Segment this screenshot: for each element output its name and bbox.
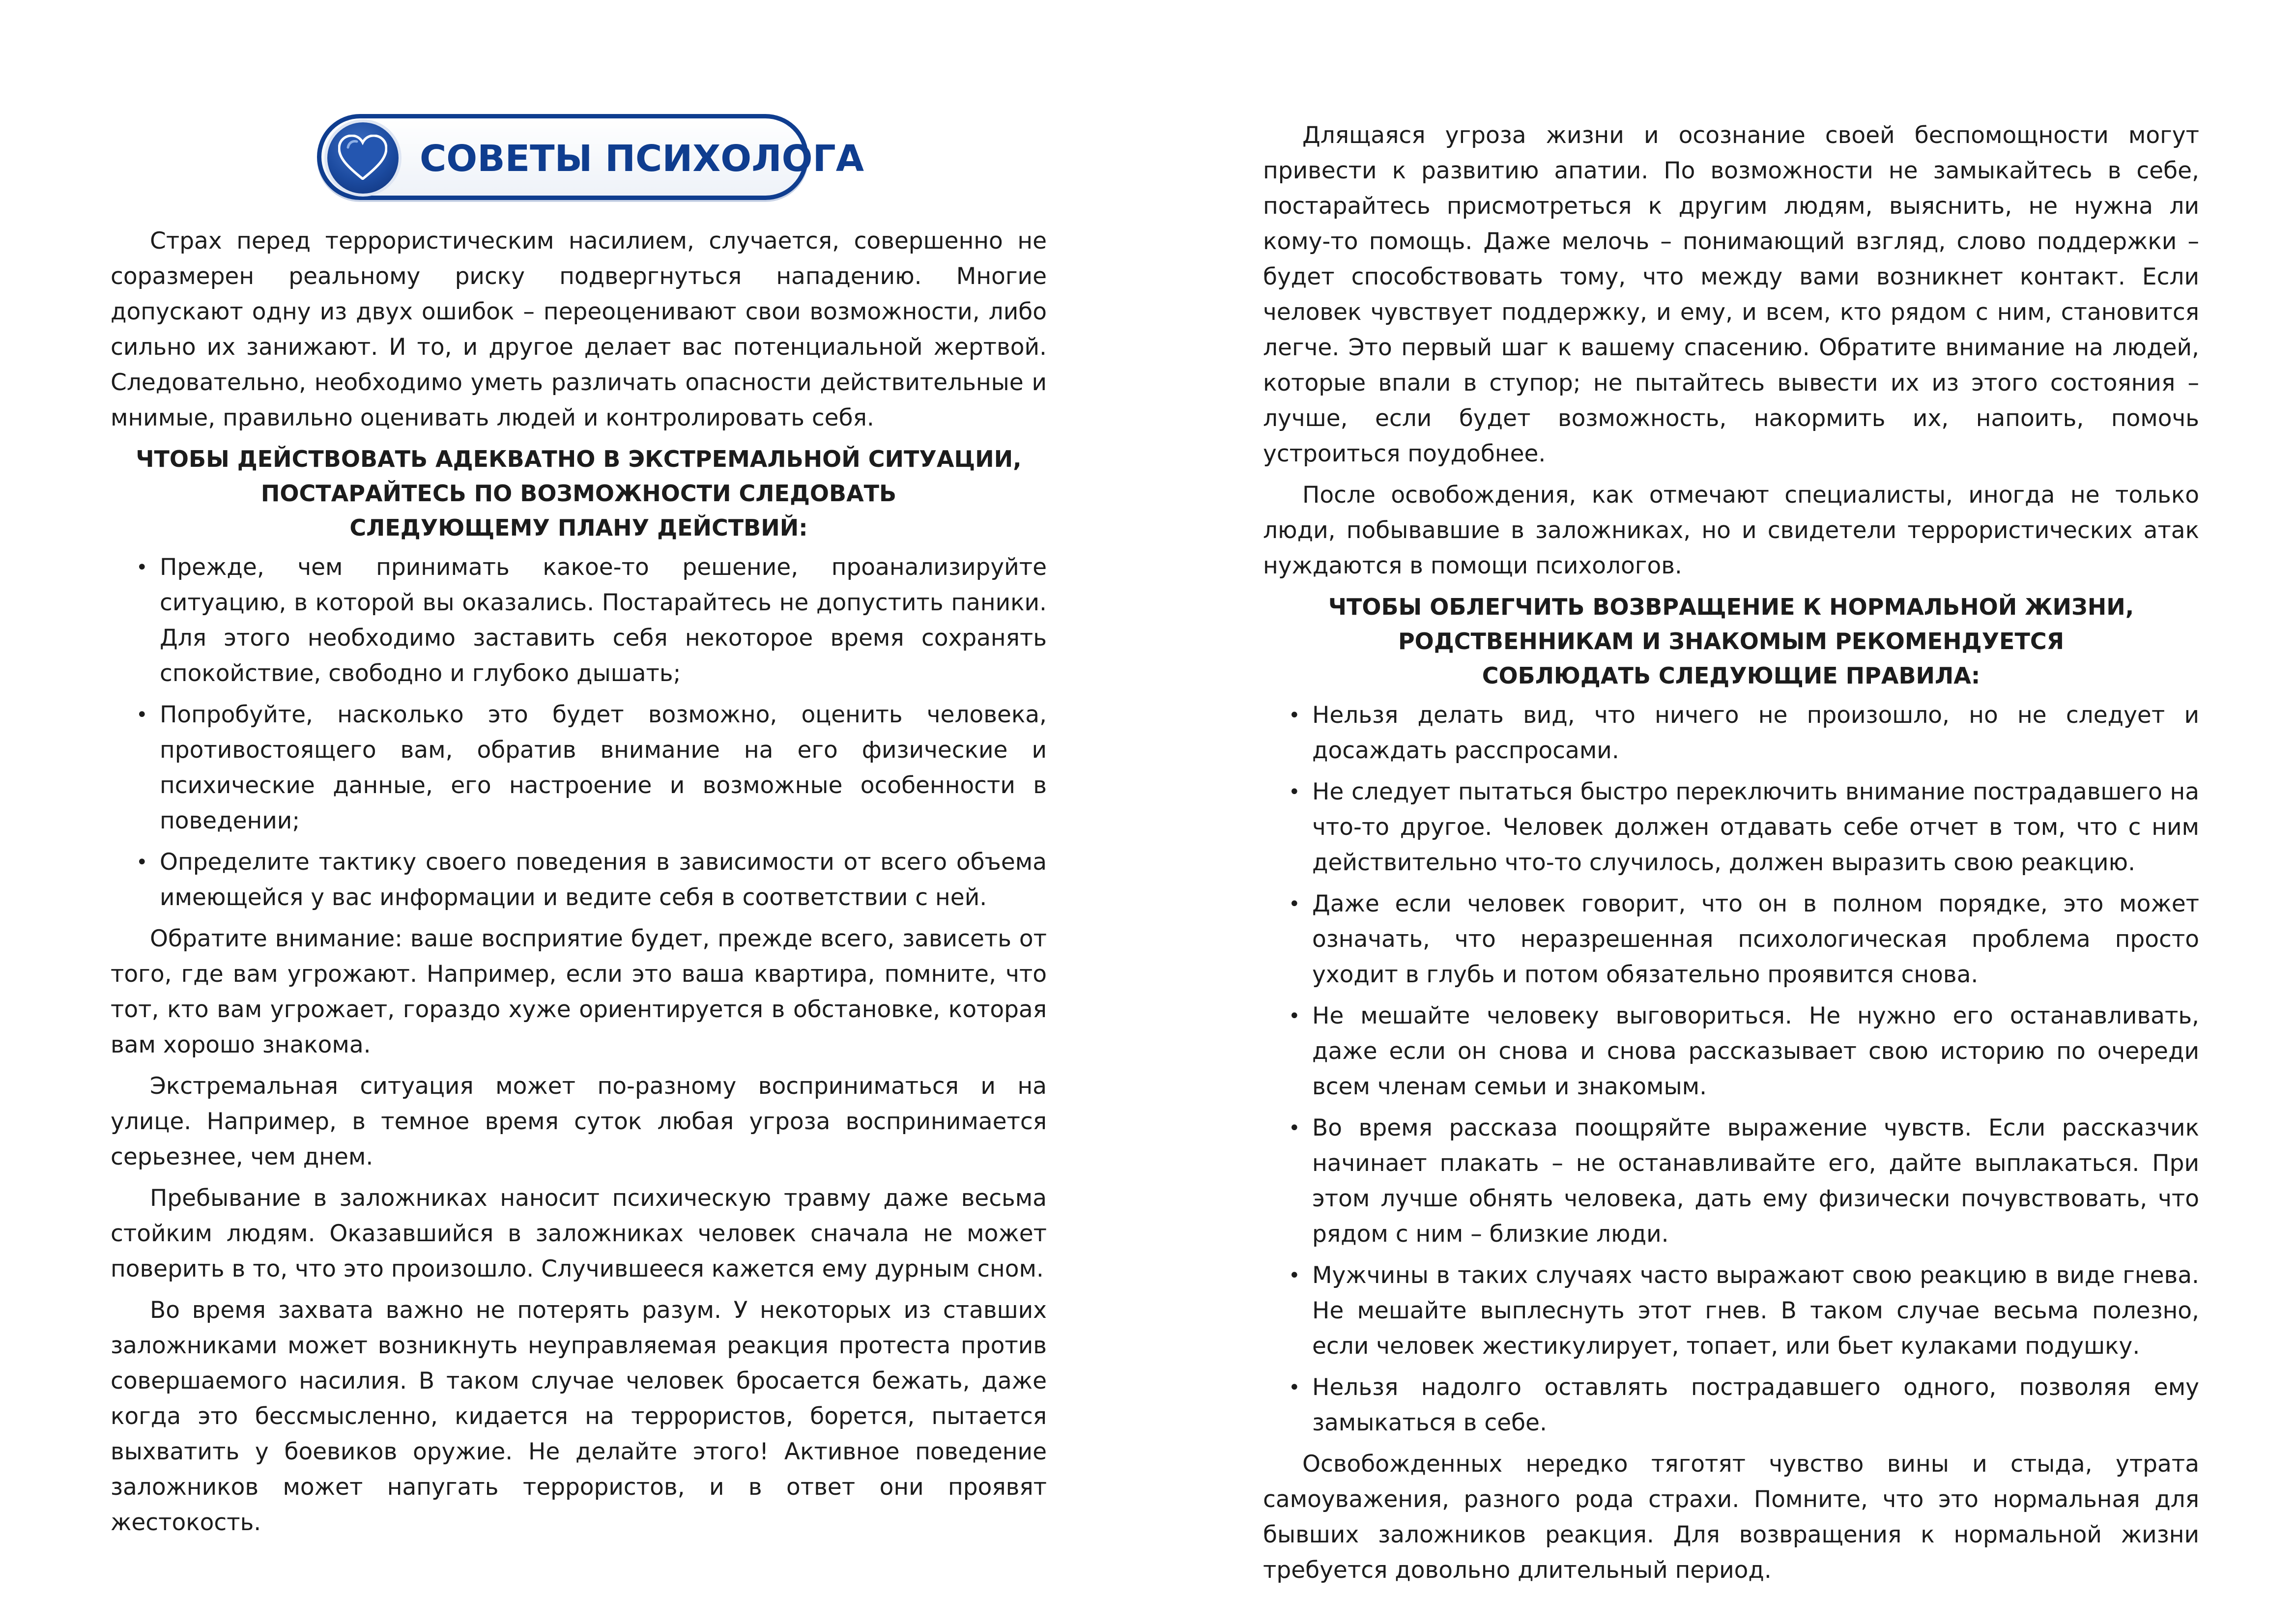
action-plan-list (111, 550, 1047, 915)
list-item (111, 550, 1047, 691)
paragraph: После освобождения, как отмечают специалисты, иногда не только люди, побывавшие в заложниках, но и свидетели террористических атак нуждаются в помощи психологов. (1263, 482, 2199, 579)
list-item (1263, 1258, 2199, 1364)
list-item-text: Определите тактику своего поведения в зависимости от всего объема имеющейся у вас информации и ведите себя в соответствии с ней. (160, 849, 1047, 911)
list-item-text: Даже если человек говорит, что он в полном порядке, это может означать, что неразрешенная психологическая проблема просто уходит в глубь и потом обязательно проявится снова. (1312, 890, 2199, 988)
list-item (111, 697, 1047, 839)
section-heading: ЧТОБЫ ОБЛЕГЧИТЬ ВОЗВРАЩЕНИЕ К НОРМАЛЬНОЙ ЖИЗНИ, РОДСТВЕННИКАМ И ЗНАКОМЫМ РЕКОМЕНДУЕТСЯ СОБЛЮДАТЬ СЛЕДУЮЩИЕ ПРАВИЛА: (1328, 594, 2134, 689)
list-item (1263, 698, 2199, 769)
paragraph: Длящаяся угроза жизни и осознание своей беспомощности могут привести к развитию апатии. По возможности не замыкайтесь в себе, постарайтесь присмотреться к другим людям, выяснить, не нужна ли кому-то помощь. Даже мелочь – понимающий взгляд, слово поддержки – будет способствовать тому, что между вами возникнет контакт. Если человек чувствует поддержку, и ему, и всем, кто рядом с ним, становится легче. Это первый шаг к вашему спасению. Обратите внимание на людей, которые впали в ступор; не пытайтесь вывести их из этого состояния – лучше, если будет возможность, накормить их, напоить, помочь устроиться поудобнее. (1263, 122, 2199, 467)
rules-list (1263, 698, 2199, 1441)
list-item (1263, 886, 2199, 993)
bullet-icon: • (136, 556, 148, 579)
list-item-text: Не мешайте человеку выговориться. Не нужно его останавливать, даже если он снова и снова рассказывает свою историю по очереди всем членам семьи и знакомым. (1312, 1002, 2199, 1100)
left-text (111, 224, 1047, 1546)
header-badge (317, 114, 864, 200)
list-item-text: Попробуйте, насколько это будет возможно, оценить человека, противостоящего вам, обратив внимание на его физические и психические данные, его настроение и возможные особенности в поведении; (160, 701, 1047, 834)
bullet-icon: • (1289, 1376, 1300, 1399)
bullet-icon: • (1289, 704, 1300, 727)
paragraph: Во время захвата важно не потерять разум. У некоторых из ставших заложниками может возникнуть неуправляемая реакция протеста против совершаемого насилия. В таком случае человек бросается бежать, даже когда это бессмысленно, кидается на террористов, борется, пытается выхватить у боевиков оружие. Не делайте этого! Активное поведение заложников может напугать террористов, и в ответ они проявят жестокость. (111, 1297, 1047, 1536)
bullet-icon: • (136, 851, 148, 874)
intro-paragraph: Страх перед террористическим насилием, случается, совершенно не соразмерен реальному риску подвергнуться нападению. Многие допускают одну из двух ошибок – переоценивают свои возможности, либо сильно их занижают. И то, и другое делает вас потенциальной жертвой. Следовательно, необходимо уметь различать опасности действительные и мнимые, правильно оценивать людей и контролировать себя. (111, 228, 1047, 431)
bullet-icon: • (1289, 1117, 1300, 1140)
list-item (1263, 1111, 2199, 1252)
right-text (1263, 118, 2199, 1594)
section-heading: ЧТОБЫ ДЕЙСТВОВАТЬ АДЕКВАТНО В ЭКСТРЕМАЛЬНОЙ СИТУАЦИИ, ПОСТАРАЙТЕСЬ ПО ВОЗМОЖНОСТИ СЛЕДОВАТЬ СЛЕДУЮЩЕМУ ПЛАНУ ДЕЙСТВИЙ: (136, 446, 1022, 541)
paragraph: Пребывание в заложниках наносит психическую травму даже весьма стойким людям. Оказавшийся в заложниках человек сначала не может поверить в то, что это произошло. Случившееся кажется ему дурным сном. (111, 1185, 1047, 1282)
list-item-text: Прежде, чем принимать какое-то решение, проанализируйте ситуацию, в которой вы оказались. Постарайтесь не допустить паники. Для этого необходимо заставить себя некоторое время сохранять спокойствие, свободно и глубоко дышать; (160, 554, 1047, 687)
bullet-icon: • (1289, 893, 1300, 915)
list-item (1263, 774, 2199, 881)
closing-paragraph: Освобожденных нередко тяготят чувство вины и стыда, утрата самоуважения, разного рода страхи. Помните, что это нормальная для бывших заложников реакция. Для возвращения к нормальной жизни требуется довольно длительный период. (1263, 1451, 2199, 1584)
list-item-text: Во время рассказа поощряйте выражение чувств. Если рассказчик начинает плакать – не останавливайте его, дайте выплакаться. При этом лучше обнять человека, дать ему физически почувствовать, что рядом с ним – близкие люди. (1312, 1114, 2199, 1248)
bullet-icon: • (1289, 1005, 1300, 1027)
list-item-text: Мужчины в таких случаях часто выражают свою реакцию в виде гнева. Не мешайте выплеснуть этот гнев. В таком случае весьма полезно, если человек жестикулирует, топает, или бьет кулаками подушку. (1312, 1262, 2199, 1360)
list-item-text: Не следует пытаться быстро переключить внимание пострадавшего на что-то другое. Человек должен отдавать себе отчет в том, что с ним действительно что-то случилось, должен выразить свою реакцию. (1312, 778, 2199, 876)
heart-icon (327, 122, 399, 194)
paragraph: Обратите внимание: ваше восприятие будет, прежде всего, зависеть от того, где вам угрожают. Например, если это ваша квартира, помните, что тот, кто вам угрожает, гораздо хуже ориентируется в обстановке, которая вам хорошо знакома. (111, 925, 1047, 1058)
list-item (111, 845, 1047, 915)
bullet-icon: • (1289, 781, 1300, 803)
list-item (1263, 998, 2199, 1105)
bullet-icon: • (1289, 1264, 1300, 1287)
list-item-text: Нельзя надолго оставлять пострадавшего одного, позволяя ему замыкаться в себе. (1312, 1374, 2199, 1436)
page-title: СОВЕТЫ ПСИХОЛОГА (420, 138, 864, 180)
list-item (1263, 1370, 2199, 1441)
list-item-text: Нельзя делать вид, что ничего не произошло, но не следует и досаждать расспросами. (1312, 702, 2199, 764)
bullet-icon: • (136, 704, 148, 726)
paragraph: Экстремальная ситуация может по-разному восприниматься и на улице. Например, в темное время суток любая угроза воспринимается серьезнее, чем днем. (111, 1073, 1047, 1170)
